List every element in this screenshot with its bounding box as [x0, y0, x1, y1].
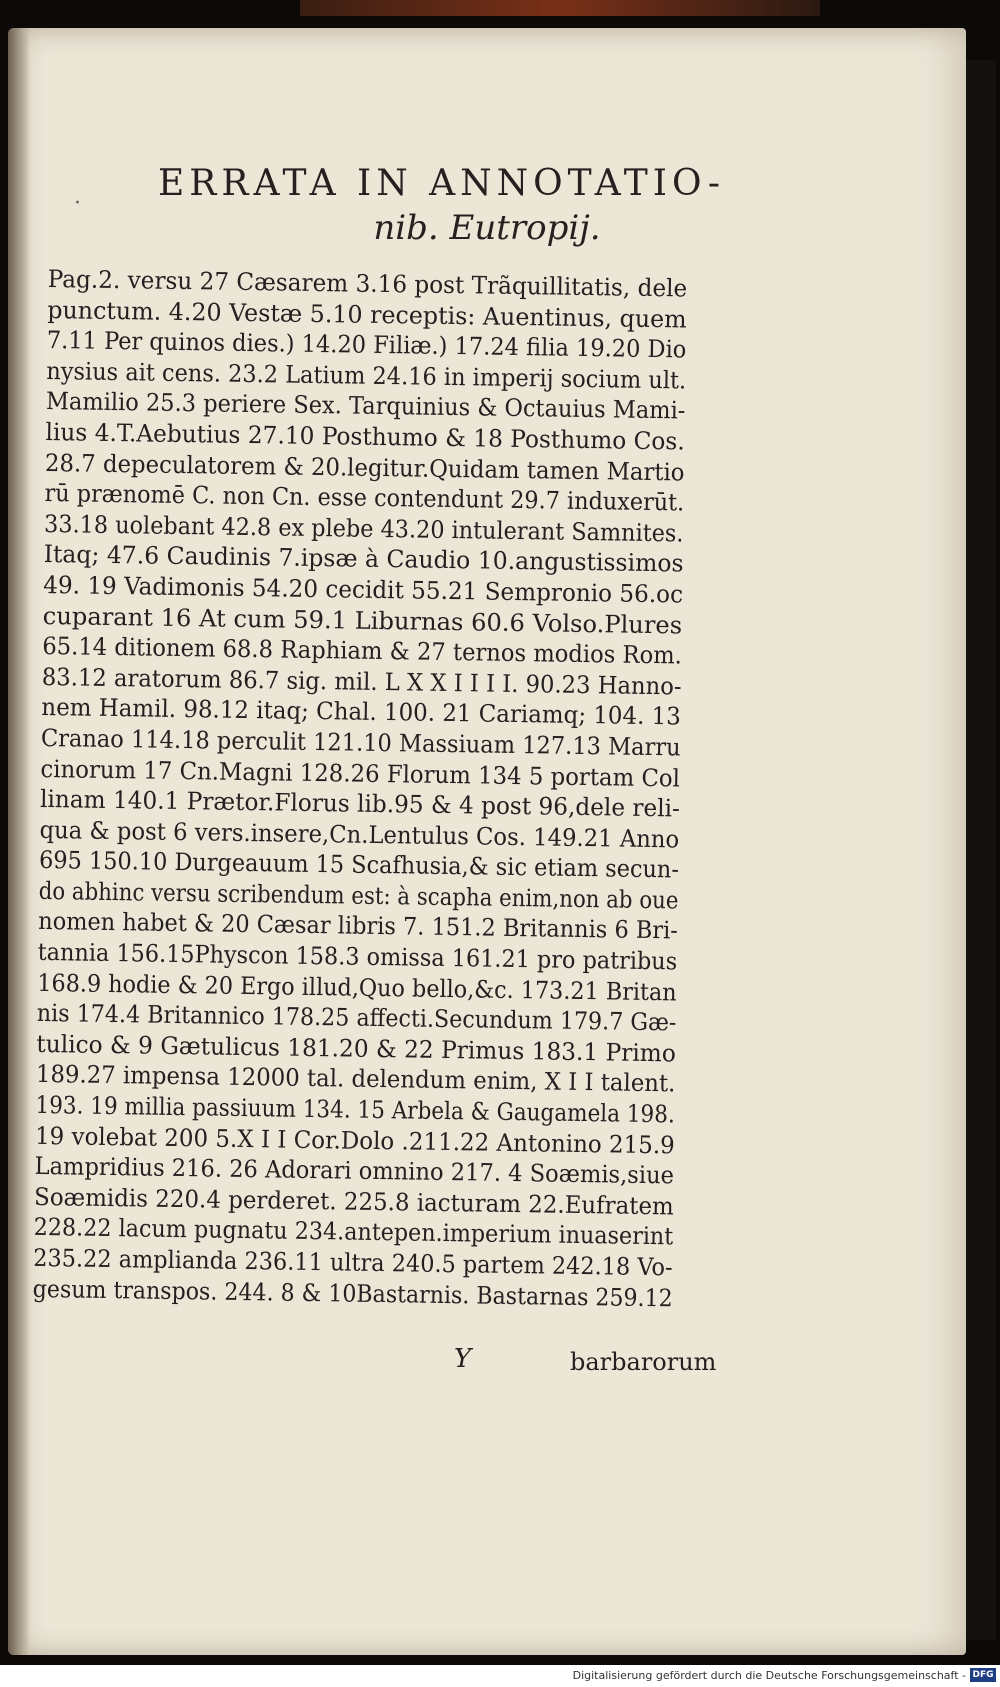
- errata-line: 695 150.10 Durgeauum 15 Scafhusia,& sic etiam secun-: [38, 846, 680, 884]
- errata-line: 19 volebat 200 5.X I I Cor.Dolo .211.22 Antonino 215.9: [34, 1121, 675, 1160]
- errata-line: 228.22 lacum pugnatu 234.antepen.imperium inuaserint: [33, 1213, 674, 1251]
- errata-line: tannia 156.15Physcon 158.3 omissa 161.21 pro patribus: [37, 937, 678, 976]
- catchword: barbarorum: [570, 1348, 717, 1376]
- errata-line: rū prænomē C. non Cn. esse contendunt 29.7 induxerūt.: [44, 479, 685, 517]
- errata-line: 65.14 ditionem 68.8 Raphiam & 27 ternos modios Rom.: [42, 632, 683, 670]
- errata-line: gesum transpos. 244. 8 & 10Bastarnis. Bastarnas 259.12: [32, 1274, 673, 1312]
- errata-line: 33.18 uolebant 42.8 ex plebe 43.20 intulerant Samnites.: [43, 509, 684, 548]
- errata-text: [33, 264, 748, 1314]
- dfg-credit-text: Digitalisierung gefördert durch die Deutsche Forschungsgemeinschaft -: [572, 1669, 966, 1682]
- errata-line: 168.9 hodie & 20 Ergo illud,Quo bello,&c. 173.21 Britan: [37, 968, 677, 1007]
- dfg-logo-icon: DFG: [970, 1668, 996, 1682]
- page-heading: ERRATA IN ANNOTATIO-: [158, 163, 725, 204]
- errata-line: cuparant 16 At cum 59.1 Liburnas 60.6 Volso.Plures: [42, 601, 683, 639]
- errata-line: Mamilio 25.3 periere Sex. Tarquinius & Octauius Mami-: [45, 387, 686, 425]
- errata-line: Soæmidis 220.4 perderet. 225.8 iacturam 22.Eufratem: [33, 1182, 674, 1221]
- errata-line: punctum. 4.20 Vestæ 5.10 receptis: Auentinus, quem: [47, 295, 687, 334]
- credit-bar: [0, 1665, 1000, 1687]
- errata-line: nysius ait cens. 23.2 Latium 24.16 in imperij socium ult.: [46, 356, 687, 395]
- page-gutter-shadow: [8, 28, 30, 1655]
- errata-line: 193. 19 millia passiuum 134. 15 Arbela & Gaugamela 198.: [35, 1090, 675, 1129]
- errata-line: tulico & 9 Gætulicus 181.20 & 22 Primus 183.1 Primo: [36, 1029, 677, 1068]
- errata-line: Pag.2. versu 27 Cæsarem 3.16 post Trãquillitatis, dele: [47, 264, 688, 303]
- page-subheading: nib. Eutropij.: [373, 208, 601, 248]
- margin-mark: ·: [74, 191, 81, 216]
- errata-line: Itaq; 47.6 Caudinis 7.ipsæ à Caudio 10.angustissimos: [43, 540, 684, 578]
- errata-line: 235.22 amplianda 236.11 ultra 240.5 partem 242.18 Vo-: [33, 1243, 673, 1282]
- errata-line: nem Hamil. 98.12 itaq; Chal. 100. 21 Cariamq; 104. 13: [41, 693, 681, 731]
- book-page: [8, 28, 966, 1655]
- errata-line: 49. 19 Vadimonis 54.20 cecidit 55.21 Sempronio 56.oc: [43, 570, 684, 609]
- errata-line: nomen habet & 20 Cæsar libris 7. 151.2 Britannis 6 Bri-: [38, 907, 679, 945]
- errata-line: 189.27 impensa 12000 tal. delendum enim, X I I talent.: [35, 1060, 676, 1098]
- book-edge-strip: [300, 0, 820, 16]
- errata-line: lius 4.T.Aebutius 27.10 Posthumo & 18 Posthumo Cos.: [45, 417, 685, 456]
- errata-line: Lampridius 216. 26 Adorari omnino 217. 4 Soæmis,siue: [34, 1152, 675, 1190]
- page-footer: [8, 1344, 966, 1384]
- errata-line: 28.7 depeculatorem & 20.legitur.Quidam tamen Martio: [44, 448, 685, 487]
- errata-line: 7.11 Per quinos dies.) 14.20 Filiæ.) 17.24 filia 19.20 Dio: [46, 326, 687, 364]
- errata-line: nis 174.4 Britannico 178.25 affecti.Secundum 179.7 Gæ-: [36, 999, 677, 1037]
- errata-line: cinorum 17 Cn.Magni 128.26 Florum 134 5 portam Col: [40, 754, 681, 792]
- scan-edge: [966, 60, 996, 1640]
- errata-line: Cranao 114.18 perculit 121.10 Massiuam 127.13 Marru: [40, 723, 681, 762]
- signature-mark: Y: [454, 1344, 472, 1374]
- errata-line: 83.12 aratorum 86.7 sig. mil. L X X I I I I. 90.23 Hanno-: [41, 662, 682, 701]
- errata-line: linam 140.1 Prætor.Florus lib.95 & 4 post 96,dele reli-: [39, 785, 681, 823]
- errata-line: do abhinc versu scribendum est: à scapha enim,non ab oue: [38, 876, 679, 915]
- errata-line: qua & post 6 vers.insere,Cn.Lentulus Cos. 149.21 Anno: [39, 815, 680, 854]
